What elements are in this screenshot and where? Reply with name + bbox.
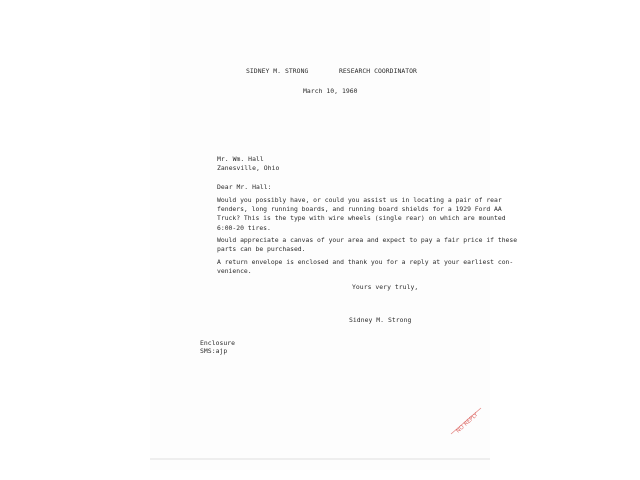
body-line: parts can be purchased. [217, 245, 306, 254]
typist-initials: SMS:ajp [200, 347, 228, 355]
letterhead-name: SIDNEY M. STRONG [246, 67, 309, 75]
letter-date: March 10, 1960 [303, 87, 358, 95]
letter-page [150, 0, 490, 470]
body-paragraph-3 [217, 258, 513, 276]
body-line: venience. [217, 267, 252, 276]
body-line: Would appreciate a canvas of your area and expect to pay a fair price if these [217, 236, 518, 244]
body-line: 6:00-20 tires. [217, 223, 271, 232]
body-paragraph-2 [217, 236, 517, 254]
no-reply-stamp [449, 406, 483, 436]
letterhead-title: RESEARCH COORDINATOR [339, 67, 417, 75]
body-line: Would you possibly have, or could you assist us in locating a pair of rear [217, 196, 502, 204]
page-edge [150, 458, 490, 460]
body-line: fenders, long running boards, and running board shields for a 1929 Ford AA [217, 205, 502, 214]
salutation: Dear Mr. Hall: [217, 183, 272, 191]
recipient-name: Mr. Wm. Hall [217, 155, 264, 163]
body-line: A return envelope is enclosed and thank you for a reply at your earliest con- [217, 258, 514, 266]
closing: Yours very truly, [352, 283, 419, 291]
signature-name: Sidney M. Strong [349, 316, 412, 324]
body-line: Truck? This is the type with wire wheels (single rear) on which are mounted [217, 214, 506, 223]
enclosure-note: Enclosure [200, 339, 236, 347]
body-paragraph-1 [217, 196, 506, 233]
recipient-city: Zanesville, Ohio [217, 164, 280, 172]
stamp-text: NO REPLY [455, 411, 480, 435]
